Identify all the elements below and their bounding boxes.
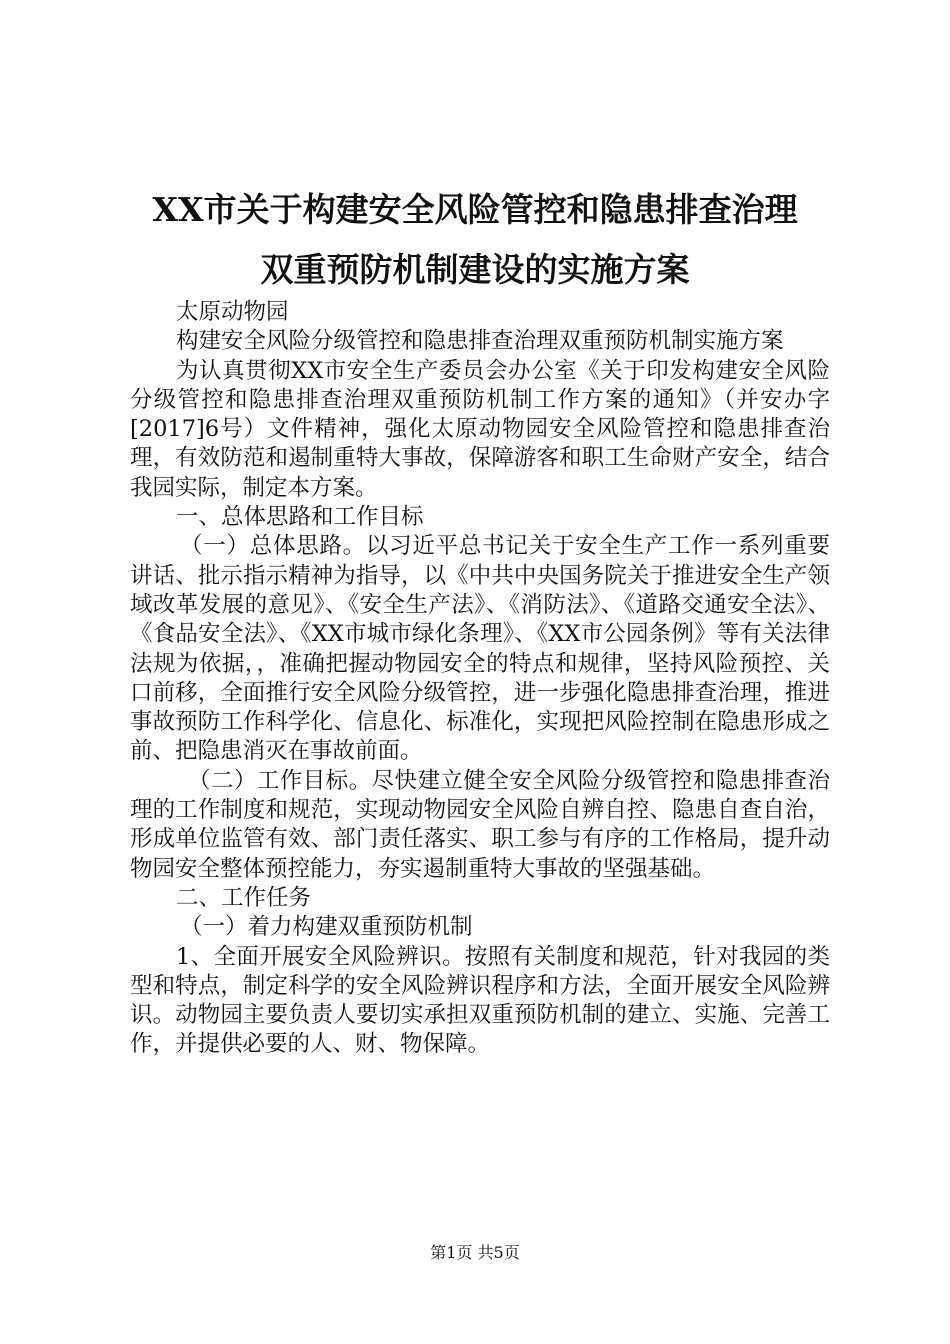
body-paragraph: 二、工作任务 — [176, 884, 312, 911]
page-footer: 第1页 共5页 — [430, 1243, 520, 1262]
document-title-line-2: 双重预防机制建设的实施方案 — [260, 250, 690, 289]
body-paragraph: 一、总体思路和工作目标 — [176, 504, 424, 531]
body-paragraph: （一）总体思路。以习近平总书记关于安全生产工作一系列重要讲话、批示指示精神为指导，以《中共中央国务院关于推进安全生产领域改革发展的意见》、《安全生产法》、《消防法》、《道路交通安全法》、《食品安全法》、《XX市城市绿化条理》、《XX市公园条例》等有关法律法规为依据，，准确把握动物园安全的特点和规律，坚持风险预控、关口前移，全面推行安全风险分级管控，进一步强化隐患排查治理，推进事故预防工作科学化、信息化、标准化，实现把风险控制在隐患形成之前、把隐患消灭在事故前面。 — [130, 533, 830, 765]
body-paragraph: 1、全面开展安全风险辨识。按照有关制度和规范，针对我园的类型和特点，制定科学的安全风险辨识程序和方法，全面开展安全风险辨识。动物园主要负责人要切实承担双重预防机制的建立、实施、完善工作，并提供必要的人、财、物保障。 — [130, 943, 830, 1058]
document-body — [130, 298, 830, 1060]
body-paragraph: 太原动物园 — [176, 299, 289, 325]
body-paragraph: 构建安全风险分级管控和隐患排查治理双重预防机制实施方案 — [176, 328, 784, 355]
body-paragraph: （二）工作目标。尽快建立健全安全风险分级管控和隐患排查治理的工作制度和规范，实现动物园安全风险自辨自控、隐患自查自治，形成单位监管有效、部门责任落实、职工参与有序的工作格局，提升动物园安全整体预控能力，夯实遏制重特大事故的坚强基础。 — [130, 767, 830, 882]
document-title-line-1: XX市关于构建安全风险管控和隐患排查治理 — [152, 190, 798, 229]
body-paragraph: 为认真贯彻XX市安全生产委员会办公室《关于印发构建安全风险分级管控和隐患排查治理双重预防机制工作方案的通知》（并安办字[2017]6号）文件精神，强化太原动物园安全风险管控和隐患排查治理，有效防范和遏制重特大事故，保障游客和职工生命财产安全，结合我园实际，制定本方案。 — [130, 357, 830, 501]
body-paragraph: （一）着力构建双重预防机制 — [180, 914, 473, 941]
